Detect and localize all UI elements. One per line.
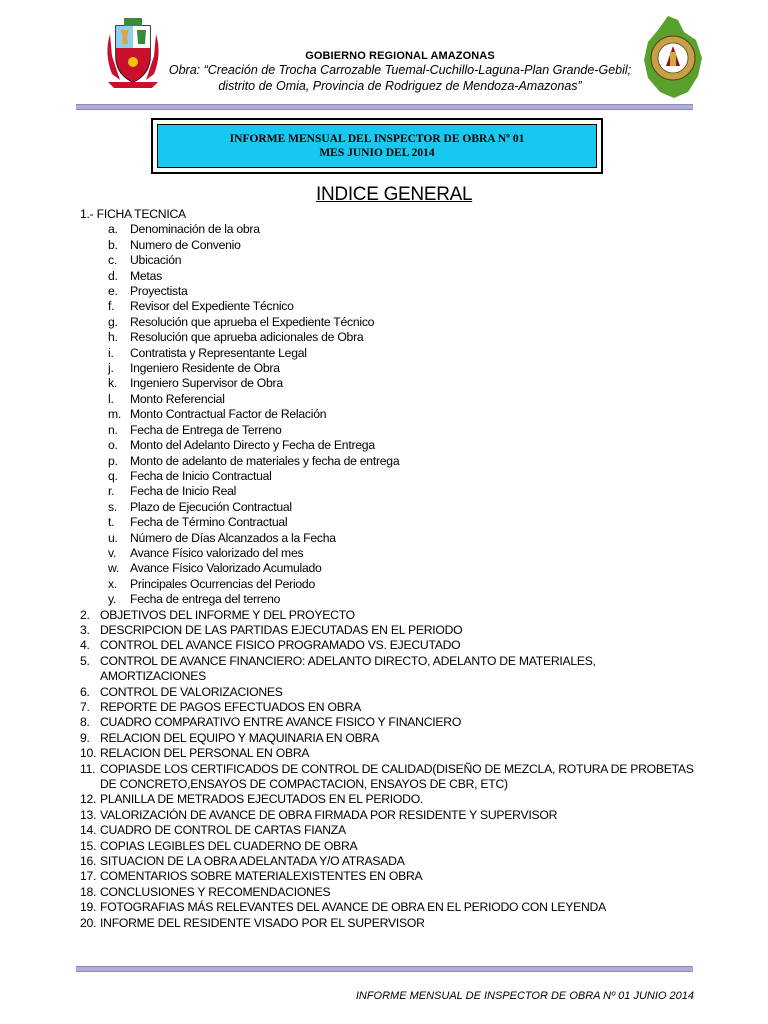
toc-subitem bbox=[80, 315, 720, 330]
toc-subitem-letter: d. bbox=[108, 268, 118, 283]
toc-item-text: CUADRO COMPARATIVO ENTRE AVANCE FISICO Y FINANCIERO bbox=[100, 715, 462, 730]
toc-subitem bbox=[80, 330, 720, 345]
toc-item-1 bbox=[80, 207, 720, 222]
toc-item bbox=[80, 839, 720, 854]
toc-item-number: 3. bbox=[80, 622, 90, 637]
toc-subitem bbox=[80, 469, 720, 484]
toc-subitem-text: Monto del Adelanto Directo y Fecha de Entrega bbox=[130, 438, 375, 453]
footer-divider bbox=[76, 966, 693, 972]
toc-subitem-letter: a. bbox=[108, 222, 118, 237]
toc-subitem bbox=[80, 531, 720, 546]
toc-item bbox=[80, 808, 720, 823]
toc-subitem-letter: l. bbox=[108, 391, 114, 406]
toc-item-number: 6. bbox=[80, 684, 90, 699]
toc-item-number: 19. bbox=[80, 900, 97, 915]
toc-subitem bbox=[80, 222, 720, 237]
toc-item bbox=[80, 638, 720, 653]
toc-item bbox=[80, 715, 720, 730]
toc-item-number: 8. bbox=[80, 715, 90, 730]
report-title: INFORME MENSUAL DEL INSPECTOR DE OBRA Nº 01 bbox=[229, 133, 525, 145]
toc-item-text: CONTROL DE VALORIZACIONES bbox=[100, 684, 283, 699]
toc-item-text: COPIASDE LOS CERTIFICADOS DE CONTROL DE CALIDAD(DISEÑO DE MEZCLA, ROTURA DE PROBETAS bbox=[100, 761, 694, 776]
toc-subitem-letter: y. bbox=[108, 592, 117, 607]
toc-subitem bbox=[80, 238, 720, 253]
table-of-contents bbox=[80, 207, 720, 931]
toc-subitem bbox=[80, 438, 720, 453]
toc-subitem-text: Avance Físico valorizado del mes bbox=[130, 545, 304, 560]
toc-subitem-text: Numero de Convenio bbox=[130, 237, 241, 252]
toc-subitem-letter: h. bbox=[108, 330, 118, 345]
toc-subitem bbox=[80, 423, 720, 438]
toc-subitem-text: Número de Días Alcanzados a la Fecha bbox=[130, 530, 336, 545]
toc-subitem-text: Resolución que aprueba adicionales de Obra bbox=[130, 330, 364, 345]
toc-item-text: INFORME DEL RESIDENTE VISADO POR EL SUPERVISOR bbox=[100, 915, 425, 930]
report-period: MES JUNIO DEL 2014 bbox=[319, 147, 435, 159]
toc-item bbox=[80, 746, 720, 761]
toc-subitem-letter: v. bbox=[108, 545, 117, 560]
toc-subitem bbox=[80, 592, 720, 607]
toc-item-text: REPORTE DE PAGOS EFECTUADOS EN OBRA bbox=[100, 700, 362, 714]
project-line-1: Obra: “Creación de Trocha Carrozable Tuemal-Cuchillo-Laguna-Plan Grande-Gebil; bbox=[168, 63, 632, 77]
organization-name: GOBIERNO REGIONAL AMAZONAS bbox=[305, 50, 495, 62]
toc-subitem-letter: g. bbox=[108, 314, 118, 329]
page-header bbox=[0, 0, 768, 110]
toc-subitem bbox=[80, 253, 720, 268]
toc-item bbox=[80, 885, 720, 900]
toc-subitem-text: Denominación de la obra bbox=[130, 222, 260, 237]
toc-subitem-letter: k. bbox=[108, 376, 117, 391]
toc-subitem-letter: s. bbox=[108, 499, 117, 514]
toc-item-text: CONCLUSIONES Y RECOMENDACIONES bbox=[100, 884, 331, 899]
toc-subitem-letter: f. bbox=[108, 299, 115, 314]
toc-item-text: COMENTARIOS SOBRE MATERIALEXISTENTES EN OBRA bbox=[100, 869, 423, 884]
toc-subitem-text: Contratista y Representante Legal bbox=[130, 345, 307, 360]
header-text bbox=[150, 50, 650, 94]
toc-subitem bbox=[80, 299, 720, 314]
toc-item bbox=[80, 854, 720, 869]
toc-item-text: VALORIZACIÓN DE AVANCE DE OBRA FIRMADA POR RESIDENTE Y SUPERVISOR bbox=[100, 807, 558, 822]
toc-subitem-text: Ingeniero Supervisor de Obra bbox=[130, 376, 283, 391]
toc-item bbox=[80, 654, 720, 669]
toc-subitem-text: Metas bbox=[130, 268, 162, 283]
toc-subitem bbox=[80, 500, 720, 515]
toc-item bbox=[80, 900, 720, 915]
toc-subitem bbox=[80, 392, 720, 407]
toc-subitem-text: Revisor del Expediente Técnico bbox=[130, 299, 294, 314]
toc-subitem bbox=[80, 376, 720, 391]
toc-item-text: RELACION DEL EQUIPO Y MAQUINARIA EN OBRA bbox=[100, 730, 379, 745]
toc-item-number: 9. bbox=[80, 730, 90, 745]
toc-item-number: 2. bbox=[80, 607, 90, 622]
toc-subitem-letter: w. bbox=[108, 561, 120, 576]
toc-item bbox=[80, 731, 720, 746]
toc-item-text: DESCRIPCION DE LAS PARTIDAS EJECUTADAS EN EL PERIODO bbox=[100, 622, 463, 637]
toc-subitem-text: Monto de adelanto de materiales y fecha de entrega bbox=[130, 453, 400, 468]
toc-item bbox=[80, 792, 720, 807]
toc-item-number: 13. bbox=[80, 807, 97, 822]
toc-item-number: 14. bbox=[80, 823, 97, 838]
toc-item-number: 17. bbox=[80, 869, 97, 884]
toc-item bbox=[80, 623, 720, 638]
toc-subitem-letter: t. bbox=[108, 515, 115, 530]
toc-subitem-text: Principales Ocurrencias del Periodo bbox=[130, 576, 315, 591]
toc-subitem bbox=[80, 546, 720, 561]
toc-subitem-text: Fecha de Entrega de Terreno bbox=[130, 422, 282, 437]
toc-subitem bbox=[80, 361, 720, 376]
toc-item bbox=[80, 685, 720, 700]
toc-subitem-letter: r. bbox=[108, 484, 115, 499]
toc-item-text: OBJETIVOS DEL INFORME Y DEL PROYECTO bbox=[100, 607, 355, 622]
toc-subitem-letter: o. bbox=[108, 438, 118, 453]
toc-subitem bbox=[80, 515, 720, 530]
toc-item bbox=[80, 823, 720, 838]
toc-subitem-letter: b. bbox=[108, 237, 118, 252]
toc-subitem-text: Fecha de Inicio Real bbox=[130, 484, 237, 499]
toc-item-continuation: DE CONCRETO,ENSAYOS DE COMPACTACION, ENSAYOS DE CBR, ETC) bbox=[100, 777, 508, 792]
toc-item-number: 11. bbox=[80, 761, 96, 776]
header-divider bbox=[76, 104, 693, 110]
toc-item-number: 1.- bbox=[80, 207, 94, 221]
toc-subitem-letter: u. bbox=[108, 530, 118, 545]
toc-item-text: CUADRO DE CONTROL DE CARTAS FIANZA bbox=[100, 823, 346, 838]
toc-item-text: SITUACION DE LA OBRA ADELANTADA Y/O ATRASADA bbox=[100, 854, 405, 869]
toc-item-number: 10. bbox=[80, 746, 97, 761]
toc-subitem bbox=[80, 407, 720, 422]
toc-subitem-letter: p. bbox=[108, 453, 118, 468]
toc-item-number: 15. bbox=[80, 838, 97, 853]
toc-item-text: CONTROL DEL AVANCE FISICO PROGRAMADO VS. EJECUTADO bbox=[100, 638, 461, 653]
toc-subitem bbox=[80, 346, 720, 361]
toc-subitem-text: Monto Contractual Factor de Relación bbox=[130, 407, 327, 422]
toc-subitem-letter: i. bbox=[108, 345, 114, 360]
toc-subitem-text: Fecha de entrega del terreno bbox=[130, 592, 281, 607]
toc-subitem-text: Plazo de Ejecución Contractual bbox=[130, 499, 292, 514]
toc-subitem-text: Ubicación bbox=[130, 253, 182, 268]
toc-item-number: 20. bbox=[80, 915, 97, 930]
toc-item-number: 16. bbox=[80, 854, 97, 869]
toc-subitem-text: Fecha de Inicio Contractual bbox=[130, 468, 272, 483]
toc-subitem bbox=[80, 269, 720, 284]
toc-item-text: PLANILLA DE METRADOS EJECUTADOS EN EL PERIODO. bbox=[100, 792, 424, 807]
toc-subitem bbox=[80, 284, 720, 299]
toc-item-text: FOTOGRAFIAS MÁS RELEVANTES DEL AVANCE DE OBRA EN EL PERIODO CON LEYENDA bbox=[100, 900, 606, 915]
toc-subitem-letter: n. bbox=[108, 422, 118, 437]
toc-item-number: 7. bbox=[80, 700, 90, 714]
toc-subitem-letter: m. bbox=[108, 407, 122, 422]
toc-item-number: 5. bbox=[80, 653, 90, 668]
toc-subitem-letter: c. bbox=[108, 253, 117, 268]
report-title-box bbox=[151, 118, 603, 174]
toc-item-text: CONTROL DE AVANCE FINANCIERO: ADELANTO DIRECTO, ADELANTO DE MATERIALES, bbox=[100, 653, 596, 668]
toc-item-number: 4. bbox=[80, 638, 90, 653]
toc-subitem bbox=[80, 454, 720, 469]
toc-item bbox=[80, 700, 720, 715]
index-title: INDICE GENERAL bbox=[316, 184, 473, 205]
toc-subitem-text: Ingeniero Residente de Obra bbox=[130, 361, 280, 376]
toc-item-title: FICHA TECNICA bbox=[96, 207, 186, 221]
toc-subitem-text: Avance Físico Valorizado Acumulado bbox=[130, 561, 322, 576]
toc-item-text: RELACION DEL PERSONAL EN OBRA bbox=[100, 746, 310, 761]
toc-item-number: 18. bbox=[80, 884, 97, 899]
toc-subitem-letter: j. bbox=[108, 361, 114, 376]
toc-subitem-text: Monto Referencial bbox=[130, 391, 225, 406]
toc-item bbox=[80, 869, 720, 884]
toc-item-text: COPIAS LEGIBLES DEL CUADERNO DE OBRA bbox=[100, 838, 358, 853]
toc-item-number: 12. bbox=[80, 792, 97, 807]
toc-item-continuation: AMORTIZACIONES bbox=[100, 669, 206, 684]
toc-item bbox=[80, 608, 720, 623]
toc-subitem-text: Proyectista bbox=[130, 284, 188, 299]
toc-subitem-letter: q. bbox=[108, 468, 118, 483]
toc-subitem-text: Fecha de Término Contractual bbox=[130, 515, 288, 530]
toc-item bbox=[80, 762, 720, 777]
toc-subitem bbox=[80, 561, 720, 576]
project-line-2: distrito de Omia, Provincia de Rodriguez de Mendoza-Amazonas” bbox=[218, 79, 582, 93]
page-footer: INFORME MENSUAL DE INSPECTOR DE OBRA Nº 01 JUNIO 2014 bbox=[355, 990, 694, 1002]
toc-subitem bbox=[80, 577, 720, 592]
toc-subitem-letter: x. bbox=[108, 576, 117, 591]
toc-subitem-text: Resolución que aprueba el Expediente Técnico bbox=[130, 314, 375, 329]
toc-subitem-letter: e. bbox=[108, 284, 118, 299]
toc-item bbox=[80, 916, 720, 931]
toc-subitem bbox=[80, 484, 720, 499]
